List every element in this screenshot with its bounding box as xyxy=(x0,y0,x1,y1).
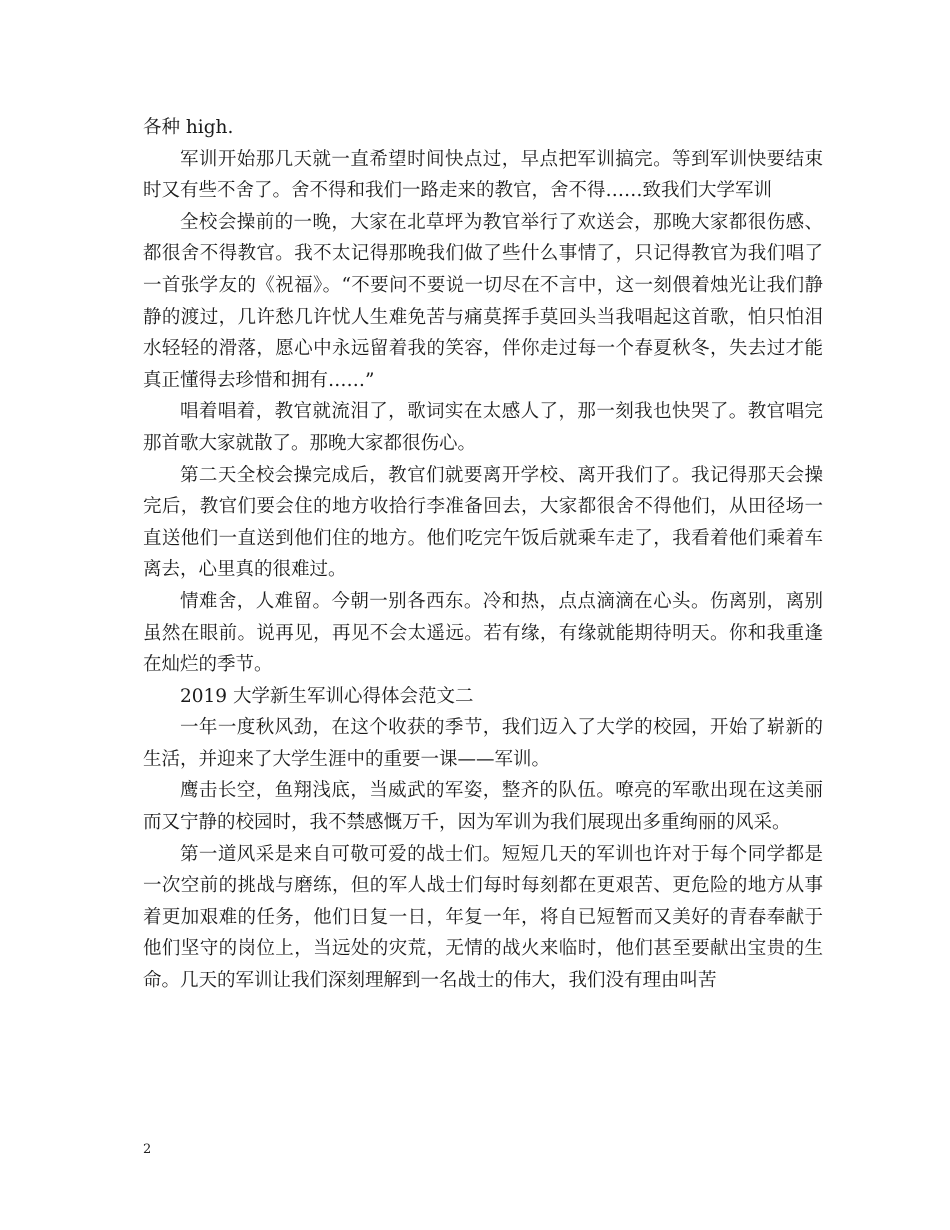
page-number: 2 xyxy=(143,1142,152,1157)
section-heading: 2019 大学新生军训心得体会范文二 xyxy=(180,685,474,707)
paragraph: 唱着唱着，教官就流泪了，歌词实在太感人了，那一刻我也快哭了。教官唱完那首歌大家就散了。那晚大家都很伤心。 xyxy=(143,401,823,454)
paragraph: 第二天全校会操完成后，教官们就要离开学校、离开我们了。我记得那天会操完后，教官们要会住的地方收拾行李准备回去，大家都很舍不得他们，从田径场一直送他们一直送到他们住的地方。他们吃完午饭后就乘车走了，我看着他们乘着车离去，心里真的很难过。 xyxy=(143,464,823,581)
paragraph: 鹰击长空，鱼翔浅底，当威武的军姿，整齐的队伍。嘹亮的军歌出现在这美丽而又宁静的校园时，我不禁感慨万千，因为军训为我们展现出多重绚丽的风采。 xyxy=(143,780,823,834)
document-body xyxy=(143,112,823,997)
paragraph: 第一道风采是来自可敬可爱的战士们。短短几天的军训也许对于每个同学都是一次空前的挑战与磨练，但的军人战士们每时每刻都在更艰苦、更危险的地方从事着更加艰难的任务，他们日复一日，年复一年，将自已短暂而又美好的青春奉献于他们坚守的岗位上，当远处的灾荒，无情的战火来临时，他们甚至要献出宝贵的生命。几天的军训让我们深刻理解到一名战士的伟大，我们没有理由叫苦 xyxy=(143,843,823,992)
paragraph-continuation: 各种 high. xyxy=(143,117,234,138)
paragraph: 情难舍，人难留。今朝一别各西东。冷和热，点点滴滴在心头。伤离别，离别虽然在眼前。说再见，再见不会太遥远。若有缘，有缘就能期待明天。你和我重逢在灿烂的季节。 xyxy=(143,590,823,676)
paragraph: 一年一度秋风劲，在这个收获的季节，我们迈入了大学的校园，开始了崭新的生活，并迎来了大学生涯中的重要一课——军训。 xyxy=(143,717,823,770)
paragraph: 全校会操前的一晚，大家在北草坪为教官举行了欢送会，那晚大家都很伤感、都很舍不得教官。我不太记得那晚我们做了些什么事情了，只记得教官为我们唱了一首张学友的《祝福》。“不要问不要说一切尽在不言中，这一刻偎着烛光让我们静静的渡过，几许愁几许忧人生难免苦与痛莫挥手莫回头当我唱起这首歌，怕只怕泪水轻轻的滑落，愿心中永远留着我的笑容，伴你走过每一个春夏秋冬，失去过才能真正懂得去珍惜和拥有……” xyxy=(143,211,823,391)
paragraph: 军训开始那几天就一直希望时间快点过，早点把军训搞完。等到军训快要结束时又有些不舍了。舍不得和我们一路走来的教官，舍不得……致我们大学军训 xyxy=(143,148,823,202)
